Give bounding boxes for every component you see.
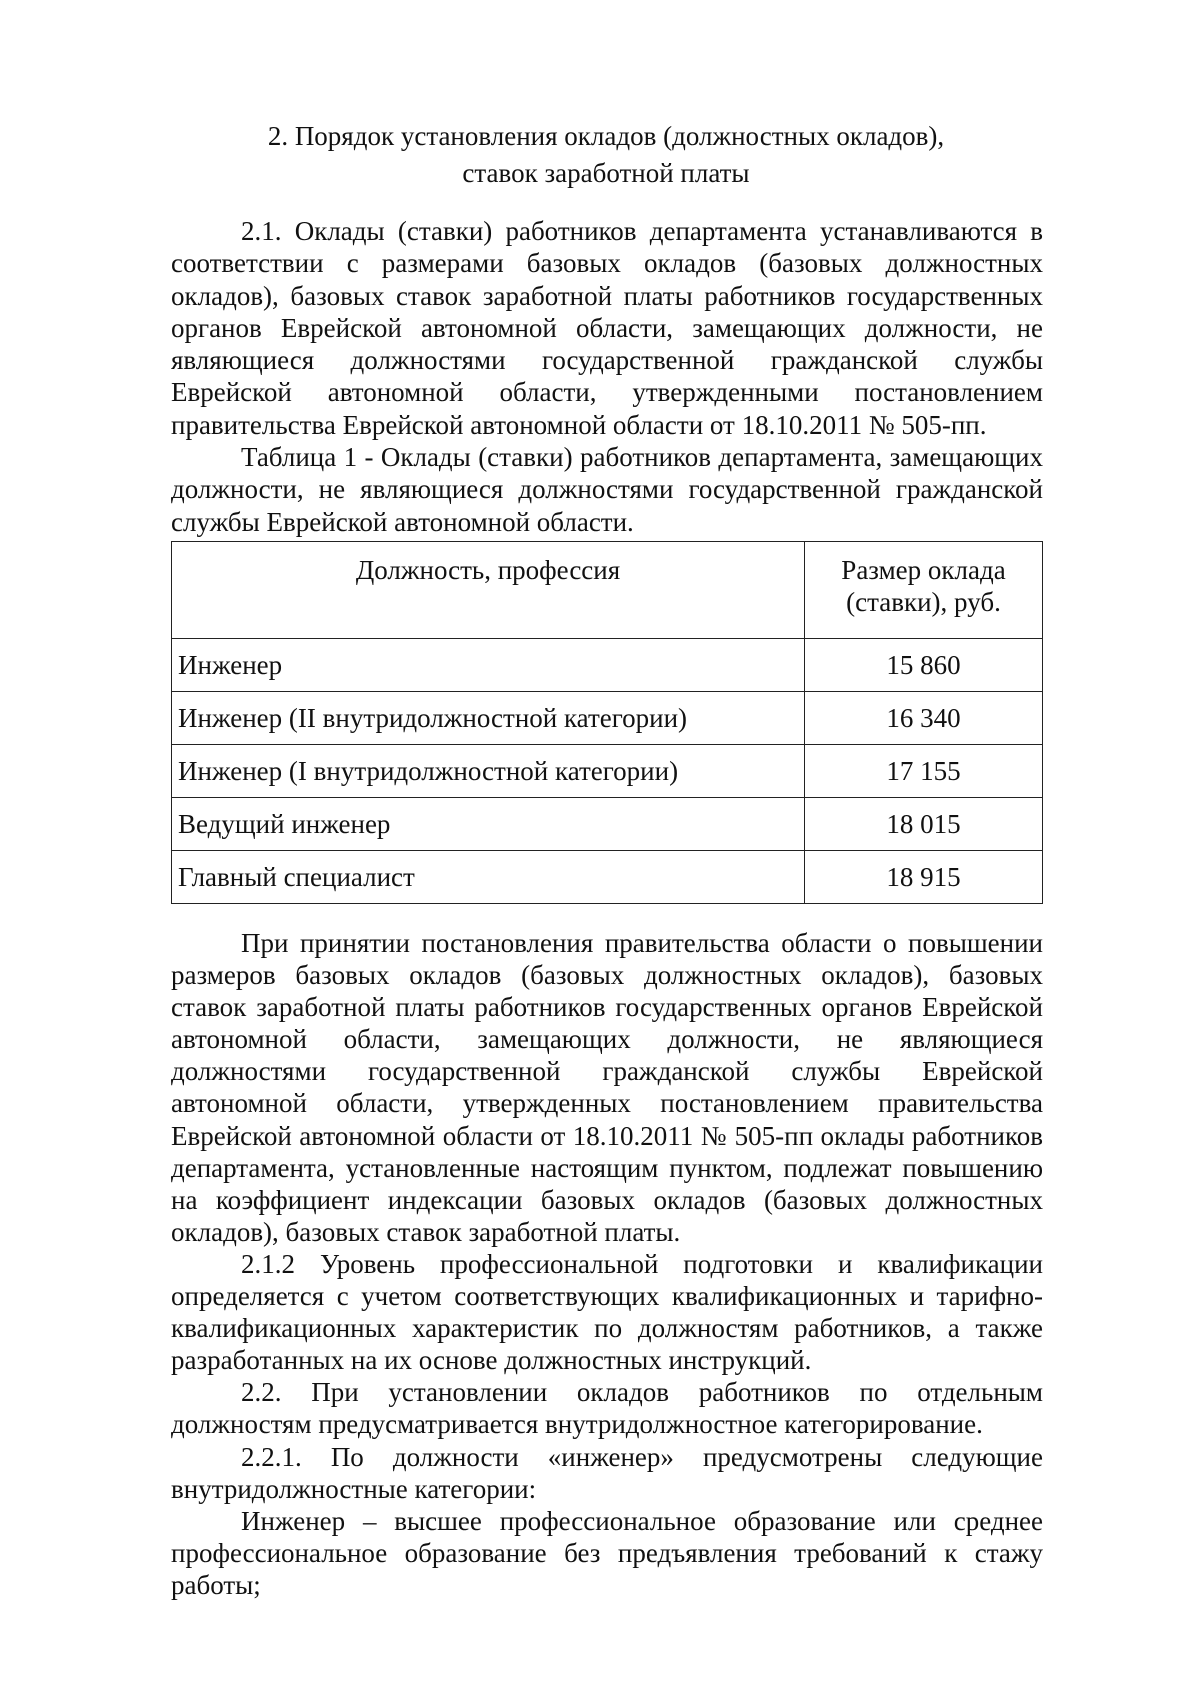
table-row [172,798,1043,851]
table-row [172,851,1043,904]
row-position: Главный специалист [172,851,805,904]
row-position: Инженер (II внутридолжностной категории) [172,692,805,745]
paragraph-engineer-category: Инженер – высшее профессиональное образование или среднее профессиональное образование без предъявления требований к стажу работы; [171,1505,1043,1600]
header-salary: Размер оклада (ставки), руб. [805,542,1043,639]
row-salary: 17 155 [805,745,1043,798]
table-row [172,692,1043,745]
table-row [172,639,1043,692]
table-header-row [172,542,1043,639]
paragraph-2-2-1: 2.2.1. По должности «инженер» предусмотрены следующие внутридолжностные категории: [171,1441,1043,1504]
section-heading-line-2: ставок заработной платы [462,158,750,188]
row-position: Ведущий инженер [172,798,805,851]
row-salary: 15 860 [805,639,1043,692]
paragraphs-before-table [171,215,1043,538]
row-position: Инженер [172,639,805,692]
paragraph-2-2: 2.2. При установлении окладов работников по отдельным должностям предусматривается внутридолжностное категорирование. [171,1377,1043,1440]
row-salary: 18 015 [805,798,1043,851]
header-position: Должность, профессия [172,542,805,639]
salary-table [171,541,1043,904]
section-heading-line-1: 2. Порядок установления окладов (должностных окладов), [267,121,945,151]
table-row [172,745,1043,798]
paragraph-2-1: 2.1. Оклады (ставки) работников департамента устанавливаются в соответствии с размерами базовых окладов (базовых должностных окладов), базовых ставок заработной платы работников государственных органов Еврейской автономной области, замещающих должности, не являющиеся должностями государственной гражданской службы Еврейской автономной области, утвержденными постановлением правительства Еврейской автономной области от 18.10.2011 № 505-пп. [171,216,1043,440]
paragraph-2-1-2: 2.1.2 Уровень профессиональной подготовки и квалификации определяется с учетом соответствующих квалификационных и тарифно-квалификационных характеристик по должностям работников, а также разработанных на их основе должностных инструкций. [171,1248,1043,1376]
table-caption: Таблица 1 - Оклады (ставки) работников департамента, замещающих должности, не являющиеся должностями государственной гражданской службы Еврейской автономной области. [171,442,1043,537]
row-position: Инженер (I внутридолжностной категории) [172,745,805,798]
row-salary: 18 915 [805,851,1043,904]
row-salary: 16 340 [805,692,1043,745]
section-heading [170,118,1042,192]
paragraph-indexation: При принятии постановления правительства области о повышении размеров базовых окладов (базовых должностных окладов), базовых ставок заработной платы работников государственных органов Еврейской автономной области, замещающих должности, не являющиеся должностями государственной гражданской службы Еврейской автономной области, утвержденных постановлением правительства Еврейской автономной области от 18.10.2011 № 505-пп оклады работников департамента, установленные настоящим пунктом, подлежат повышению на коэффициент индексации базовых окладов (базовых должностных окладов), базовых ставок заработной платы. [171,928,1043,1247]
paragraphs-after-table [171,927,1043,1601]
